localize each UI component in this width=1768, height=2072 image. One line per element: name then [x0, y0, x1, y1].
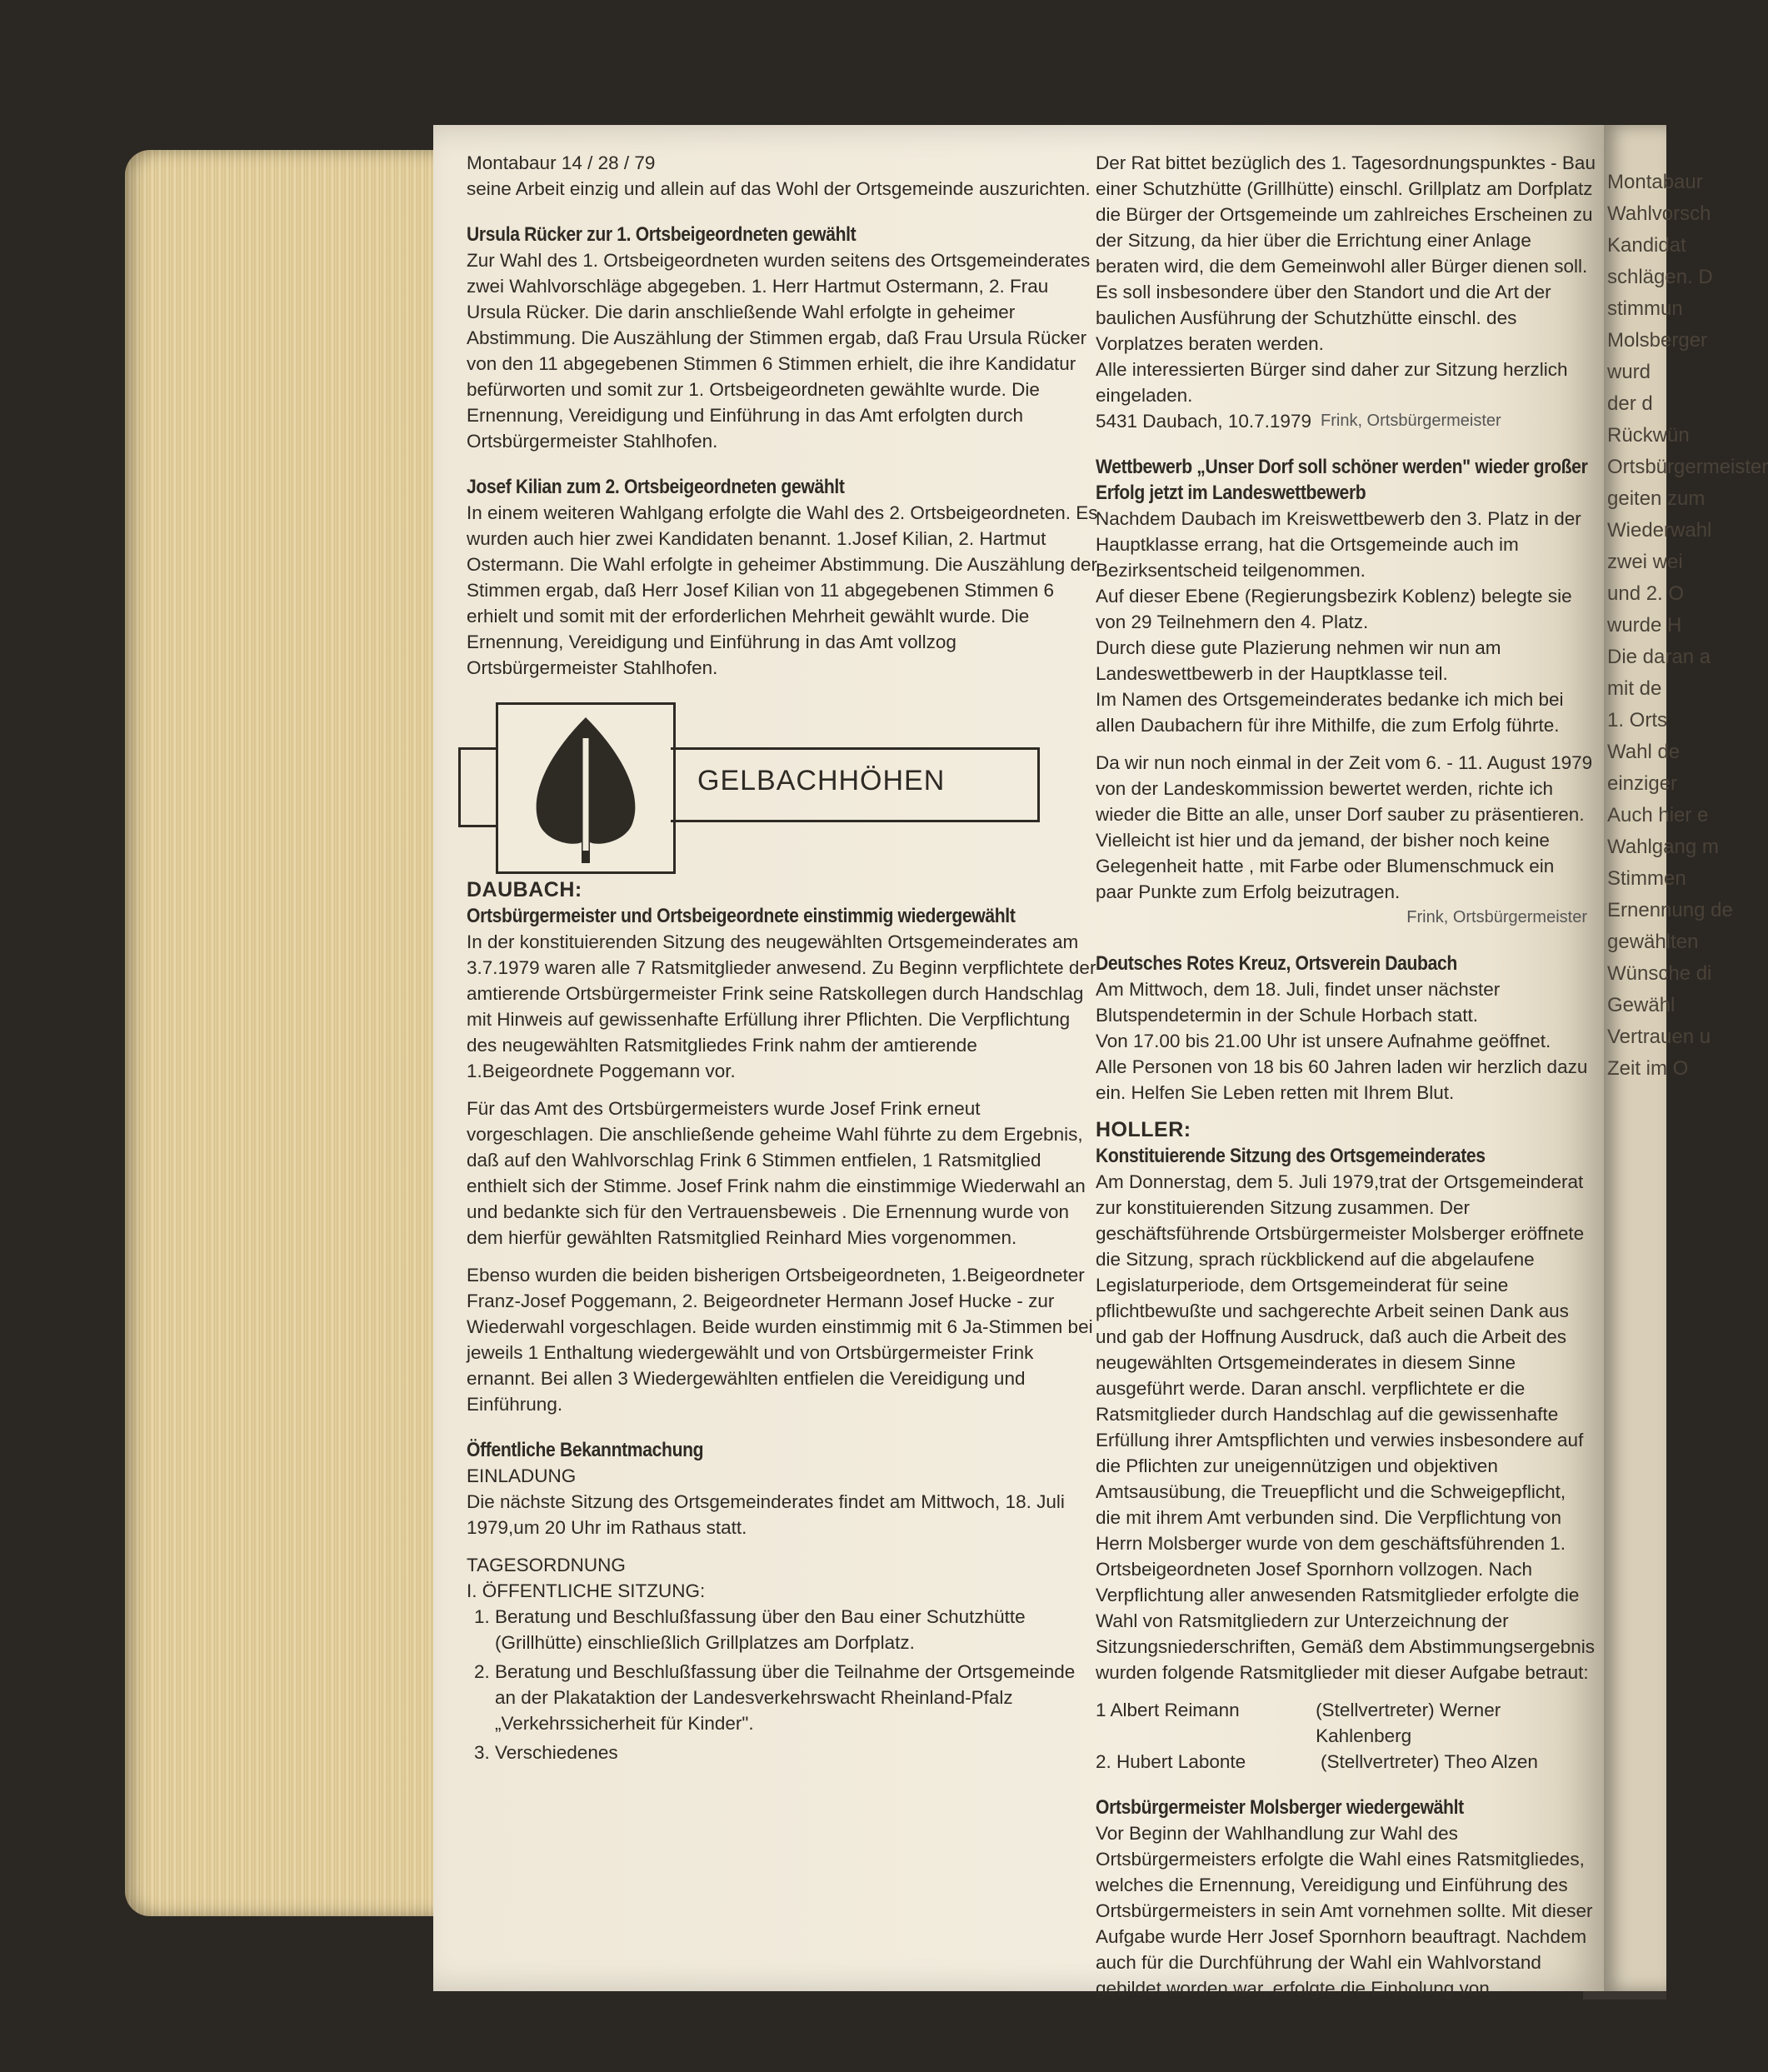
- right-column: [1096, 150, 1596, 2013]
- place-heading: HOLLER:: [1096, 1118, 1191, 1141]
- notice-heading: Öffentliche Bekanntmachung: [467, 1439, 704, 1461]
- signature-place: 5431 Daubach, 10.7.1979: [1096, 411, 1311, 432]
- fragment-text: Wahlvorsch: [1607, 202, 1711, 225]
- fragment-text: zwei wei: [1607, 551, 1683, 573]
- fragment-text: geiten zum: [1607, 487, 1706, 510]
- fragment-text: Kandidat: [1607, 234, 1686, 257]
- article-text: Es soll insbesondere über den Standort und die Art der baulichen Ausführung der Schutzhütte einschl. des Vorplatzes beraten werden.: [1096, 282, 1551, 354]
- article-text: Nachdem Daubach im Kreiswettbewerb den 3. Platz in der Hauptklasse errang, hat die Ortsgemeinde auch im Bezirksentscheid teilgenommen.: [1096, 508, 1581, 581]
- fragment-text: Die daran a: [1607, 646, 1711, 668]
- member-row: [1096, 1749, 1596, 1775]
- member-deputy: (Stellvertreter) Theo Alzen: [1321, 1751, 1538, 1772]
- book-page-edges: [125, 150, 442, 1916]
- agenda-list: [467, 1604, 1100, 1765]
- next-page-fragment: [1604, 125, 1768, 1991]
- signature-name: Frink, Ortsbürgermeister: [1406, 908, 1587, 926]
- fragment-text: Wahl de: [1607, 741, 1681, 763]
- article-text: In einem weiteren Wahlgang erfolgte die Wahl des 2. Ortsbeigeordneten. Es wurden auch hier zwei Kandidaten benannt. 1.Josef Kilian, 2. Hartmut Ostermann. Die Wahl erfolgte in geheimer Abstimmung. Die Auszählung der Stimmen ergab, daß Herr Josef Kilian von 11 abgegebenen Stimmen 6 erhielt und somit mit der erforderlichen Mehrheit gewählt wurde. Die Ernennung, Vereidigung und Einführung in das Amt vollzog Ortsbürgermeister Stahlhofen.: [467, 502, 1098, 678]
- place-heading: DAUBACH:: [467, 878, 582, 901]
- fragment-text: Gewähl: [1607, 994, 1676, 1016]
- section-banner: [458, 702, 1100, 852]
- agenda-item: 1. Beratung und Beschlußfassung über den Bau einer Schutzhütte (Grillhütte) einschließlich Grillplatzes am Dorfplatz.: [495, 1604, 1100, 1655]
- member-row: [1096, 1697, 1596, 1749]
- banner-frame: [458, 747, 498, 827]
- banner-title: GELBACHHÖHEN: [697, 765, 946, 796]
- member-name: 1 Albert Reimann: [1096, 1700, 1240, 1720]
- article-text: Auf dieser Ebene (Regierungsbezirk Koblenz) belegte sie von 29 Teilnehmern den 4. Platz.: [1096, 586, 1572, 632]
- fragment-text: 1. Orts: [1607, 709, 1668, 731]
- intro-text: seine Arbeit einzig und allein auf das Wohl der Ortsgemeinde auszurichten.: [467, 178, 1091, 199]
- fragment-text: mit de: [1607, 677, 1662, 700]
- fragment-text: einziger: [1607, 772, 1678, 795]
- fragment-text: wurd: [1607, 361, 1651, 383]
- fragment-text: stimmun: [1607, 297, 1683, 320]
- fragment-text: der d: [1607, 392, 1653, 415]
- invitation-text: Die nächste Sitzung des Ortsgemeinderates findet am Mittwoch, 18. Juli 1979,um 20 Uhr im Rathaus statt.: [467, 1491, 1065, 1538]
- leaf-logo: [496, 702, 676, 874]
- fragment-text: Ortsbürgermeister: [1607, 456, 1768, 478]
- article-heading: Ursula Rücker zur 1. Ortsbeigeordneten gewählt: [467, 223, 857, 246]
- agenda-item: 3. Verschiedenes: [495, 1740, 1100, 1765]
- fragment-text: Ernennung de: [1607, 899, 1733, 921]
- article-text: Am Mittwoch, dem 18. Juli, findet unser nächster Blutspendetermin in der Schule Horbach statt.: [1096, 979, 1501, 1026]
- article-text: Im Namen des Ortsgemeinderates bedanke ich mich bei allen Daubachern für ihre Mithilfe, die zum Erfolg führte.: [1096, 689, 1564, 736]
- fragment-text: Wiederwahl: [1607, 519, 1712, 542]
- banner-bar: [671, 747, 1040, 822]
- agenda-section: I. ÖFFENTLICHE SITZUNG:: [467, 1580, 706, 1601]
- newspaper-page: [433, 125, 1604, 1999]
- fragment-text: Rückwün: [1607, 424, 1690, 447]
- fragment-text: Stimmen: [1607, 867, 1686, 890]
- article-text: Der Rat bittet bezüglich des 1. Tagesordnungspunktes - Bau einer Schutzhütte (Grillhütte) einschl. Grillplatz am Dorfplatz die Bürger der Ortsgemeinde um zahlreiches Erscheinen zu der Sitzung, da hier über die Errichtung einer Anlage beraten wird, die dem Gemeinwohl aller Bürger dienen soll.: [1096, 152, 1596, 277]
- fragment-text: Wahlgang m: [1607, 836, 1719, 858]
- article-heading: Deutsches Rotes Kreuz, Ortsverein Daubach: [1096, 952, 1457, 975]
- fragment-text: und 2. O: [1607, 582, 1685, 605]
- fragment-text: Zeit im O: [1607, 1057, 1689, 1080]
- fragment-text: Vertrauen u: [1607, 1026, 1711, 1048]
- fragment-text: wurde H: [1607, 614, 1682, 637]
- signature-name: Frink, Ortsbürgermeister: [1321, 412, 1501, 430]
- article-text: Da wir nun noch einmal in der Zeit vom 6. - 11. August 1979 von der Landeskommission bewertet werden, richte ich wieder die Bitte an alle, unser Dorf sauber zu präsentieren. Vielleicht ist hier und da jemand, der bisher noch keine Gelegenheit hatte , mit Farbe oder Blumenschmuck ein paar Punkte zum Erfolg beizutragen.: [1096, 752, 1593, 902]
- article-text: Zur Wahl des 1. Ortsbeigeordneten wurden seitens des Ortsgemeinderates zwei Wahlvorschläge abgegeben. 1. Herr Hartmut Ostermann, 2. Frau Ursula Rücker. Die darin anschließende Wahl erfolgte in geheimer Abstimmung. Die Auszählung der Stimmen ergab, daß Frau Ursula Rücker von den 11 abgegebenen Stimmen 6 Stimmen erhielt, die ihre Kandidatur befürworten und somit zur 1. Ortsbeigeordneten gewählte wurde. Die Ernennung, Vereidigung und Einführung in das Amt erfolgten durch Ortsbürgermeister Stahlhofen.: [467, 250, 1091, 452]
- agenda-label: TAGESORDNUNG: [467, 1555, 626, 1575]
- article-text: In der konstituierenden Sitzung des neugewählten Ortsgemeinderates am 3.7.1979 waren alle 7 Ratsmitglieder anwesend. Zu Beginn verpflichtete der amtierende Ortsbürgermeister Frink seine Ratskollegen durch Handschlag mit Hinweis auf gewissenhafte Erfüllung ihrer Pflichten. Die Verpflichtung des neugewählten Ratsmitgliedes Frink nahm der amtierende 1.Beigeordnete Poggemann vor.: [467, 931, 1096, 1081]
- article-text: Durch diese gute Plazierung nehmen wir nun am Landeswettbewerb in der Hauptklasse teil.: [1096, 637, 1501, 684]
- article-text: Am Donnerstag, dem 5. Juli 1979,trat der Ortsgemeinderat zur konstituierenden Sitzung zusammen. Der geschäftsführende Ortsbürgermeister Molsberger eröffnete die Sitzung, sprach rückblickend auf die abgelaufene Legislaturperiode, dem Ortsgemeinderat für seine pflichtbewußte und sachgerechte Arbeit seinen Dank aus und gab der Hoffnung Ausdruck, daß auch die Arbeit des neugewählten Ortsgemeinderates in diesem Sinne ausgeführt werde. Daran anschl. verpflichtete er die Ratsmitglieder durch Handschlag auf die gewissenhafte Erfüllung ihrer Amtspflichten und verwies insbesondere auf die Pflichten zur uneigennützigen und objektiven Amtsausübung, die Treuepflicht und die Schweigepflicht, die mit ihrem Amt verbunden sind. Die Verpflichtung von Herrn Molsberger wurde von dem geschäftsführenden 1. Ortsbeigeordneten Josef Spornhorn vollzogen. Nach Verpflichtung aller anwesenden Ratsmitglieder erfolgte die Wahl von Ratsmitgliedern zur Unterzeichnung der Sitzungsniederschriften, Gemäß dem Abstimmungsergebnis wurden folgende Ratsmitglieder mit dieser Aufgabe betraut:: [1096, 1171, 1596, 1683]
- article-text: Für das Amt des Ortsbürgermeisters wurde Josef Frink erneut vorgeschlagen. Die anschließende geheime Wahl führte zu dem Ergebnis, daß auf den Wahlvorschlag Frink 6 Stimmen entfielen, 1 Ratsmitglied enthielt sich der Stimme. Josef Frink nahm die einstimmige Wiederwahl an und bedankte sich für den Vertrauensbeweis . Die Ernennung wurde von dem hierfür gewählten Ratsmitglied Reinhard Mies vorgenommen.: [467, 1098, 1086, 1248]
- fragment-text: schlägen. D: [1607, 266, 1713, 288]
- invitation-label: EINLADUNG: [467, 1465, 577, 1486]
- article-text: Von 17.00 bis 21.00 Uhr ist unsere Aufnahme geöffnet.: [1096, 1031, 1551, 1051]
- article-text: Vor Beginn der Wahlhandlung zur Wahl des Ortsbürgermeisters erfolgte die Wahl eines Ratsmitgliedes, welches die Ernennung, Vereidigung und Einführung des Ortsbürgermeisters in sein Amt vornehmen sollte. Mit dieser Aufgabe wurde Herr Josef Spornhorn beauftragt. Nachdem auch für die Durchführung der Wahl ein Wahlvorstand gebildet worden war, erfolgte die Einholung von: [1096, 1823, 1593, 1999]
- fragment-text: Auch hier e: [1607, 804, 1709, 826]
- member-name: 2. Hubert Labonte: [1096, 1751, 1246, 1772]
- fragment-text: gewählten: [1607, 931, 1699, 953]
- article-heading: Konstituierende Sitzung des Ortsgemeinderates: [1096, 1145, 1486, 1167]
- page-header: Montabaur 14 / 28 / 79: [467, 152, 656, 173]
- article-text: Alle interessierten Bürger sind daher zur Sitzung herzlich eingeladen.: [1096, 359, 1568, 406]
- fragment-text: Wünsche di: [1607, 962, 1712, 985]
- article-text: Ebenso wurden die beiden bisherigen Ortsbeigeordneten, 1.Beigeordneter Franz-Josef Poggemann, 2. Beigeordneter Hermann Josef Hucke - zur Wiederwahl vorgeschlagen. Beide wurden einstimmig mit 6 Ja-Stimmen bei jeweils 1 Enthaltung wiedergewählt und von Ortsbürgermeister Frink ernannt. Bei allen 3 Wiedergewählten entfielen die Vereidigung und Einführung.: [467, 1265, 1093, 1415]
- article-heading: Wettbewerb „Unser Dorf soll schöner werden" wieder großer Erfolg jetzt im Landeswettbewerb: [1096, 456, 1588, 504]
- agenda-item: 2. Beratung und Beschlußfassung über die Teilnahme der Ortsgemeinde an der Plakataktion der Landesverkehrswacht Rheinland-Pfalz „Verkehrssicherheit für Kinder".: [495, 1659, 1100, 1736]
- fragment-text: Montabaur: [1607, 171, 1703, 193]
- signature-line: [1096, 408, 1596, 434]
- left-column: [467, 150, 1100, 1769]
- article-heading: Ortsbürgermeister und Ortsbeigeordnete einstimmig wiedergewählt: [467, 905, 1016, 927]
- member-deputy: (Stellvertreter) Werner Kahlenberg: [1316, 1700, 1501, 1746]
- fragment-text: Molsberger: [1607, 329, 1708, 352]
- article-text: Alle Personen von 18 bis 60 Jahren laden wir herzlich dazu ein. Helfen Sie Leben retten mit Ihrem Blut.: [1096, 1056, 1588, 1103]
- article-heading: Ortsbürgermeister Molsberger wiedergewählt: [1096, 1796, 1464, 1819]
- article-heading: Josef Kilian zum 2. Ortsbeigeordneten gewählt: [467, 476, 845, 498]
